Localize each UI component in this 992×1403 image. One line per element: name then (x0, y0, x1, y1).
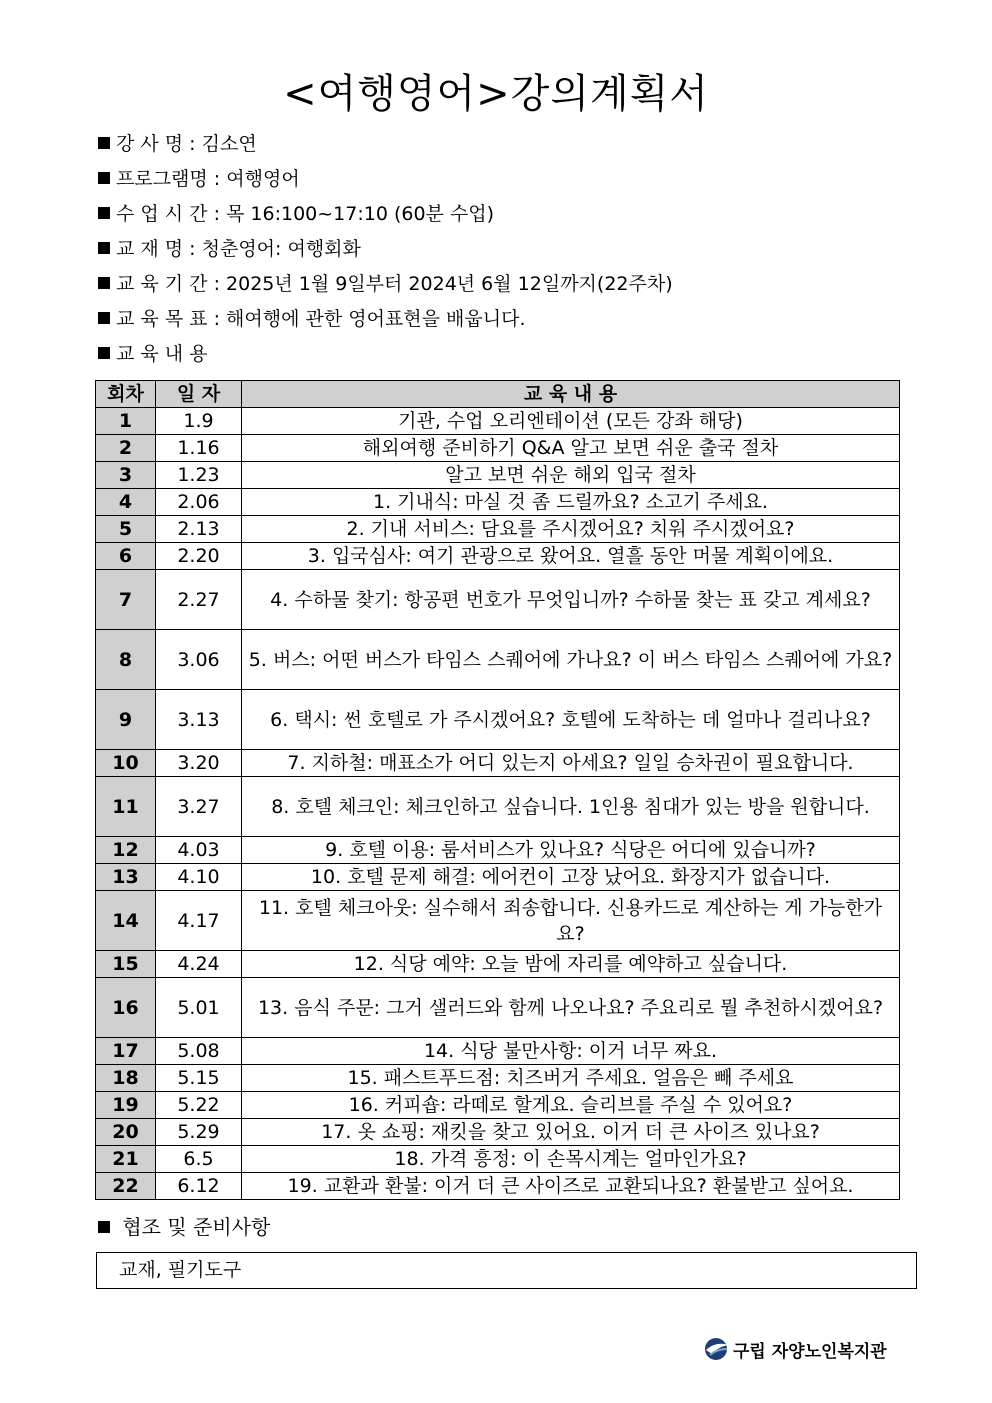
content-cell: 2. 기내 서비스: 담요를 주시겠어요? 치워 주시겠어요? (242, 516, 900, 543)
content-cell: 13. 음식 주문: 그거 샐러드와 함께 나오나요? 주요리로 뭘 추천하시겠어요? (242, 978, 900, 1038)
header-date: 일 자 (156, 381, 242, 408)
info-textbook (98, 233, 898, 265)
table-row (96, 777, 900, 837)
info-instructor (98, 128, 898, 160)
session-number-cell: 13 (96, 864, 156, 891)
header-session: 회차 (96, 381, 156, 408)
table-row (96, 489, 900, 516)
content-cell: 14. 식당 불만사항: 이거 너무 짜요. (242, 1038, 900, 1065)
date-cell: 5.29 (156, 1119, 242, 1146)
content-cell: 7. 지하철: 매표소가 어디 있는지 아세요? 일일 승차권이 필요합니다. (242, 750, 900, 777)
bullet-square-icon (98, 347, 110, 359)
table-row (96, 1119, 900, 1146)
prep-content-text: 교재, 필기도구 (119, 1259, 242, 1281)
welfare-center-logo-icon (703, 1337, 731, 1361)
page-title: <여행영어>강의계획서 (283, 71, 709, 117)
info-contents-heading (98, 338, 898, 370)
prep-heading-text: 협조 및 준비사항 (122, 1215, 271, 1239)
info-class-time (98, 198, 898, 230)
date-cell: 2.13 (156, 516, 242, 543)
table-row (96, 891, 900, 951)
info-text: 교 육 기 간 : 2025년 1월 9일부터 2024년 6월 12일까지(22주차) (116, 273, 673, 295)
content-cell: 알고 보면 쉬운 해외 입국 절차 (242, 462, 900, 489)
session-number-cell: 9 (96, 690, 156, 750)
session-number-cell: 11 (96, 777, 156, 837)
content-cell: 3. 입국심사: 여기 관광으로 왔어요. 열흘 동안 머물 계획이에요. (242, 543, 900, 570)
content-cell: 6. 택시: 썬 호텔로 가 주시겠어요? 호텔에 도착하는 데 얼마나 걸리나요? (242, 690, 900, 750)
session-number-cell: 16 (96, 978, 156, 1038)
table-row (96, 516, 900, 543)
session-number-cell: 15 (96, 951, 156, 978)
session-number-cell: 12 (96, 837, 156, 864)
date-cell: 2.27 (156, 570, 242, 630)
session-number-cell: 21 (96, 1146, 156, 1173)
date-cell: 4.24 (156, 951, 242, 978)
info-text: 강 사 명 : 김소연 (116, 133, 257, 155)
date-cell: 5.22 (156, 1092, 242, 1119)
lesson-plan-table (95, 380, 900, 1200)
date-cell: 1.9 (156, 408, 242, 435)
date-cell: 4.17 (156, 891, 242, 951)
bullet-square-icon (98, 312, 110, 324)
info-text: 교 재 명 : 청춘영어: 여행회화 (116, 238, 361, 260)
content-cell: 19. 교환과 환불: 이거 더 큰 사이즈로 교환되나요? 환불받고 싶어요. (242, 1173, 900, 1200)
prep-content-box (96, 1252, 917, 1289)
date-cell: 4.10 (156, 864, 242, 891)
session-number-cell: 2 (96, 435, 156, 462)
session-number-cell: 14 (96, 891, 156, 951)
content-cell: 12. 식당 예약: 오늘 밤에 자리를 예약하고 싶습니다. (242, 951, 900, 978)
table-row (96, 690, 900, 750)
info-text: 프로그램명 : 여행영어 (116, 168, 300, 190)
date-cell: 3.20 (156, 750, 242, 777)
content-cell: 1. 기내식: 마실 것 좀 드릴까요? 소고기 주세요. (242, 489, 900, 516)
session-number-cell: 5 (96, 516, 156, 543)
date-cell: 6.5 (156, 1146, 242, 1173)
info-period (98, 268, 898, 300)
content-cell: 18. 가격 흥정: 이 손목시계는 얼마인가요? (242, 1146, 900, 1173)
info-text: 교 육 목 표 : 해여행에 관한 영어표현을 배웁니다. (116, 308, 526, 330)
table-row (96, 1146, 900, 1173)
info-text: 교 육 내 용 (116, 343, 208, 365)
table-row (96, 1065, 900, 1092)
content-cell: 10. 호텔 문제 해결: 에어컨이 고장 났어요. 화장지가 없습니다. (242, 864, 900, 891)
bullet-square-icon (98, 137, 110, 149)
session-number-cell: 1 (96, 408, 156, 435)
info-program (98, 163, 898, 195)
session-number-cell: 6 (96, 543, 156, 570)
session-number-cell: 20 (96, 1119, 156, 1146)
date-cell: 2.20 (156, 543, 242, 570)
table-row (96, 1173, 900, 1200)
bullet-square-icon (98, 207, 110, 219)
content-cell: 11. 호텔 체크아웃: 실수해서 죄송합니다. 신용카드로 계산하는 게 가능한가요? (242, 891, 900, 951)
session-number-cell: 22 (96, 1173, 156, 1200)
table-row (96, 1038, 900, 1065)
table-row (96, 462, 900, 489)
bullet-square-icon (98, 172, 110, 184)
table-row (96, 408, 900, 435)
date-cell: 1.23 (156, 462, 242, 489)
content-cell: 9. 호텔 이용: 룸서비스가 있나요? 식당은 어디에 있습니까? (242, 837, 900, 864)
session-number-cell: 10 (96, 750, 156, 777)
organization-logo (703, 1336, 887, 1362)
date-cell: 3.06 (156, 630, 242, 690)
date-cell: 1.16 (156, 435, 242, 462)
content-cell: 해외여행 준비하기 Q&A 알고 보면 쉬운 출국 절차 (242, 435, 900, 462)
session-number-cell: 17 (96, 1038, 156, 1065)
table-row (96, 630, 900, 690)
session-number-cell: 18 (96, 1065, 156, 1092)
session-number-cell: 8 (96, 630, 156, 690)
bullet-square-icon (98, 242, 110, 254)
prep-heading (98, 1212, 270, 1242)
table-row (96, 435, 900, 462)
header-content: 교 육 내 용 (242, 381, 900, 408)
session-number-cell: 4 (96, 489, 156, 516)
date-cell: 3.13 (156, 690, 242, 750)
info-goal (98, 303, 898, 335)
content-cell: 기관, 수업 오리엔테이션 (모든 강좌 해당) (242, 408, 900, 435)
session-number-cell: 3 (96, 462, 156, 489)
table-header-row (96, 381, 900, 408)
info-text: 수 업 시 간 : 목 16:100~17:10 (60분 수업) (116, 203, 495, 225)
bullet-square-icon (98, 1221, 110, 1233)
date-cell: 5.01 (156, 978, 242, 1038)
table-row (96, 750, 900, 777)
table-row (96, 951, 900, 978)
date-cell: 4.03 (156, 837, 242, 864)
content-cell: 16. 커피숍: 라떼로 할게요. 슬리브를 주실 수 있어요? (242, 1092, 900, 1119)
organization-name: 구립 자양노인복지관 (733, 1341, 887, 1362)
date-cell: 5.15 (156, 1065, 242, 1092)
table-row (96, 570, 900, 630)
table-row (96, 978, 900, 1038)
date-cell: 5.08 (156, 1038, 242, 1065)
table-row (96, 543, 900, 570)
content-cell: 17. 옷 쇼핑: 재킷을 찾고 있어요. 이거 더 큰 사이즈 있나요? (242, 1119, 900, 1146)
date-cell: 2.06 (156, 489, 242, 516)
date-cell: 3.27 (156, 777, 242, 837)
session-number-cell: 7 (96, 570, 156, 630)
table-row (96, 837, 900, 864)
content-cell: 8. 호텔 체크인: 체크인하고 싶습니다. 1인용 침대가 있는 방을 원합니다. (242, 777, 900, 837)
content-cell: 15. 패스트푸드점: 치즈버거 주세요. 얼음은 빼 주세요 (242, 1065, 900, 1092)
table-row (96, 864, 900, 891)
bullet-square-icon (98, 277, 110, 289)
session-number-cell: 19 (96, 1092, 156, 1119)
table-body (96, 408, 900, 1200)
content-cell: 5. 버스: 어떤 버스가 타임스 스퀘어에 가나요? 이 버스 타임스 스퀘어에 가요? (242, 630, 900, 690)
table-row (96, 1092, 900, 1119)
date-cell: 6.12 (156, 1173, 242, 1200)
content-cell: 4. 수하물 찾기: 항공편 번호가 무엇입니까? 수하물 찾는 표 갖고 계세요? (242, 570, 900, 630)
